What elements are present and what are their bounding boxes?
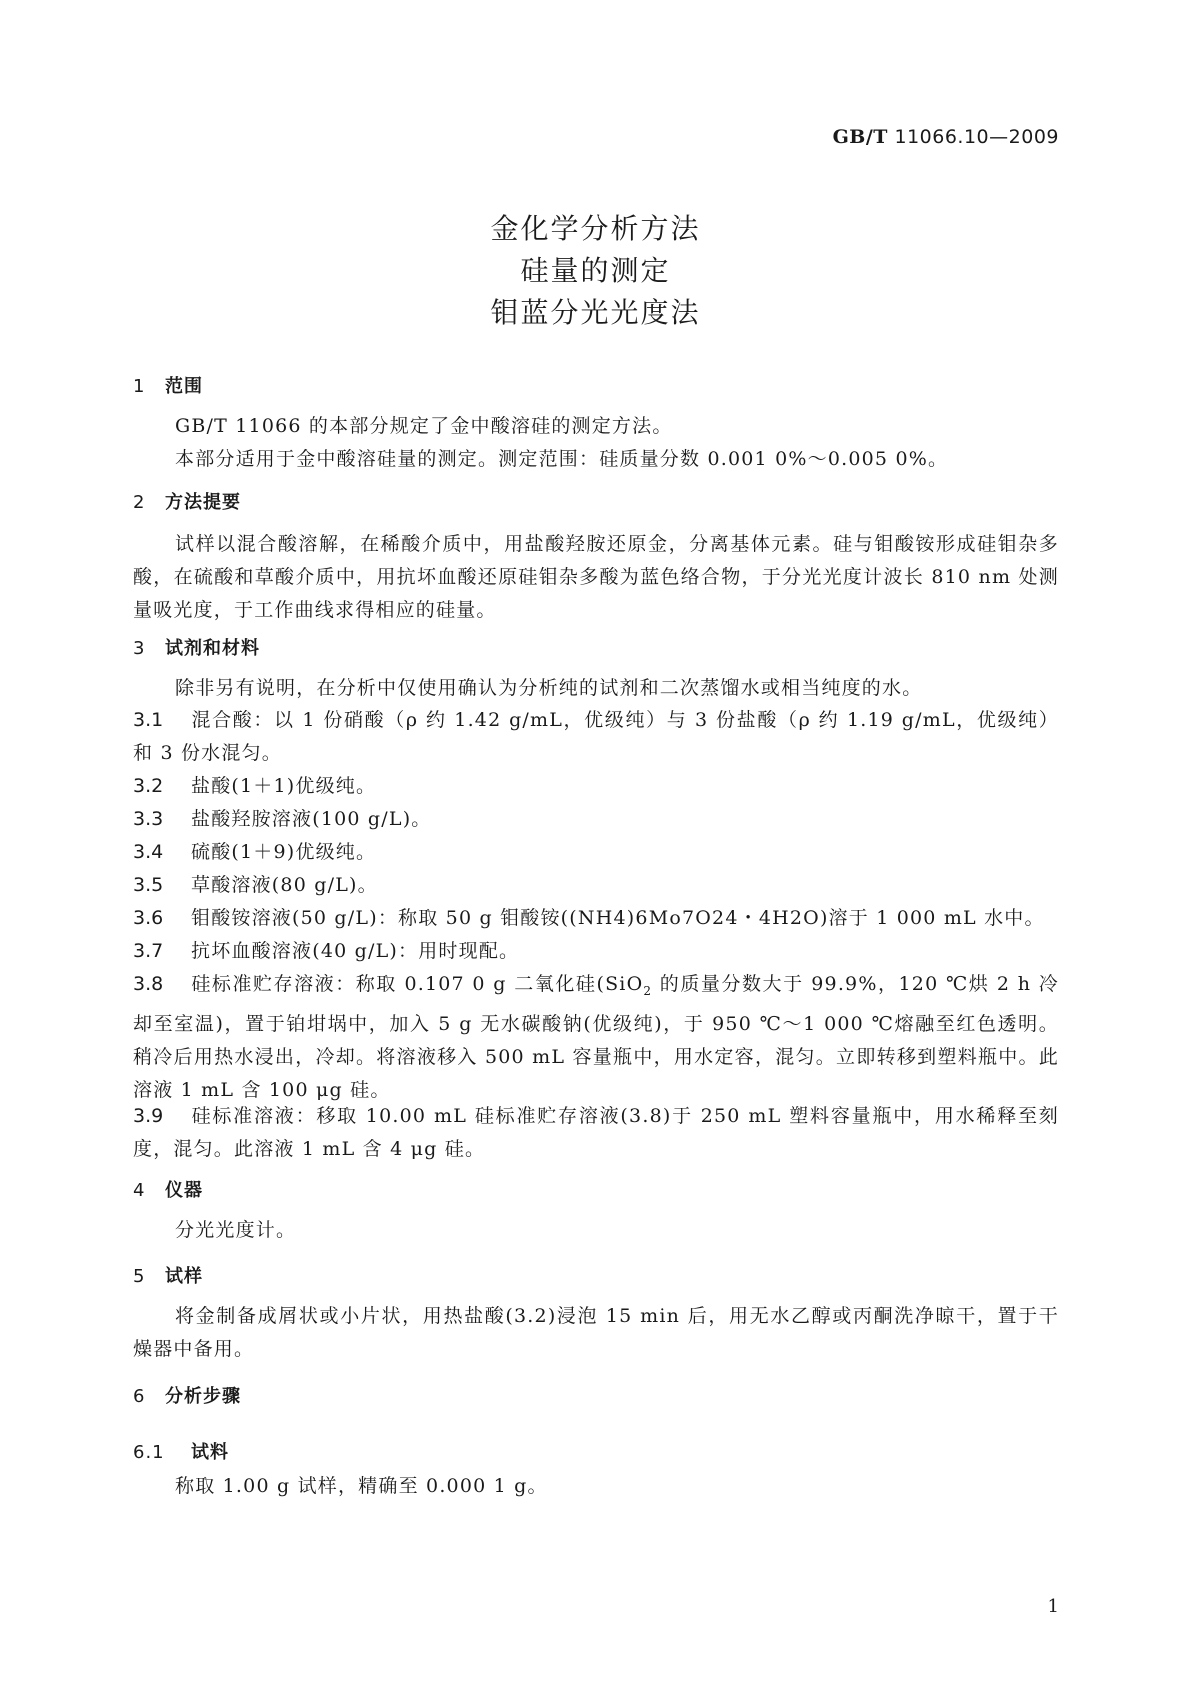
clause-6-1-heading — [133, 1438, 229, 1464]
section-title: 分析步骤 — [165, 1386, 241, 1407]
section-3-para-1: 除非另有说明，在分析中仅使用确认为分析纯的试剂和二次蒸馏水或相当纯度的水。 — [175, 677, 923, 699]
section-5-para-1: 将金制备成屑状或小片状，用热盐酸(3.2)浸泡 15 min 后，用无水乙醇或丙酮洗净晾干，置于干燥器中备用。 — [133, 1305, 1059, 1360]
section-5-heading — [133, 1262, 203, 1288]
clause-number: 3.4 — [133, 841, 164, 863]
clause-text: 硫酸(1＋9)优级纯。 — [191, 841, 377, 863]
doc-title-line-1: 金化学分析方法 — [490, 212, 701, 245]
standard-year: 11066.10—2009 — [894, 126, 1059, 148]
section-title: 方法提要 — [165, 492, 241, 513]
clause-number: 3.8 — [133, 973, 164, 995]
clause-text-part-2: 的质量分数大于 99.9%，120 ℃烘 2 h 冷却至室温)，置于铂坩埚中，加入 5 g 无水碳酸钠(优级纯)，于 950 ℃～1 000 ℃熔融至红色透明。稍冷后用热水浸出，冷却。将溶液移入 500 mL 容量瓶中，用水定容，混匀。立即转移到塑料瓶中。此溶液 1 mL 含 100 μg 硅。 — [133, 973, 1060, 1101]
clause-number: 6.1 — [133, 1442, 165, 1463]
clause-3-2 — [133, 770, 1059, 803]
clause-text-part-1: 硅标准贮存溶液：称取 0.107 0 g 二氧化硅(SiO — [191, 973, 644, 995]
section-4-para-1: 分光光度计。 — [175, 1219, 297, 1241]
section-number: 1 — [133, 376, 146, 397]
section-number: 5 — [133, 1266, 146, 1287]
page-number: 1 — [1047, 1596, 1059, 1617]
section-title: 试剂和材料 — [165, 638, 260, 659]
clause-number: 3.3 — [133, 808, 164, 830]
clause-3-1 — [133, 704, 1059, 770]
clause-text: 草酸溶液(80 g/L)。 — [191, 874, 378, 896]
clause-3-8 — [133, 968, 1059, 1107]
clause-3-9 — [133, 1100, 1059, 1166]
clause-number: 3.2 — [133, 775, 164, 797]
standard-number — [833, 126, 1059, 148]
section-1-para-2: 本部分适用于金中酸溶硅量的测定。测定范围：硅质量分数 0.001 0%～0.005 0%。 — [175, 448, 949, 470]
section-6-heading — [133, 1382, 241, 1408]
standard-code: GB/T — [832, 126, 888, 148]
clause-3-5 — [133, 869, 1059, 902]
doc-title-line-3: 钼蓝分光光度法 — [490, 296, 701, 329]
section-number: 4 — [133, 1180, 146, 1201]
section-title: 范围 — [165, 376, 203, 397]
clause-6-1-para-1: 称取 1.00 g 试样，精确至 0.000 1 g。 — [175, 1475, 548, 1497]
clause-text: 硅标准溶液：移取 10.00 mL 硅标准贮存溶液(3.8)于 250 mL 塑料容量瓶中，用水稀释至刻度，混匀。此溶液 1 mL 含 4 μg 硅。 — [133, 1105, 1059, 1160]
section-number: 3 — [133, 638, 146, 659]
section-title: 试样 — [165, 1266, 203, 1287]
clause-number: 3.9 — [133, 1105, 164, 1127]
section-1-heading — [133, 372, 203, 398]
section-4-heading — [133, 1176, 203, 1202]
section-1-para-1: GB/T 11066 的本部分规定了金中酸溶硅的测定方法。 — [175, 415, 673, 437]
clause-text: 抗坏血酸溶液(40 g/L)：用时现配。 — [191, 940, 520, 962]
clause-text: 盐酸羟胺溶液(100 g/L)。 — [191, 808, 432, 830]
clause-number: 3.7 — [133, 940, 164, 962]
clause-3-3 — [133, 803, 1059, 836]
section-title: 仪器 — [165, 1180, 203, 1201]
section-2-heading — [133, 488, 241, 514]
section-2-para-1: 试样以混合酸溶解，在稀酸介质中，用盐酸羟胺还原金，分离基体元素。硅与钼酸铵形成硅钼杂多酸，在硫酸和草酸介质中，用抗坏血酸还原硅钼杂多酸为蓝色络合物，于分光光度计波长 810 nm 处测量吸光度，于工作曲线求得相应的硅量。 — [133, 533, 1059, 621]
clause-3-4 — [133, 836, 1059, 869]
clause-number: 3.1 — [133, 709, 164, 731]
clause-text: 混合酸：以 1 份硝酸（ρ 约 1.42 g/mL，优级纯）与 3 份盐酸（ρ 约 1.19 g/mL，优级纯）和 3 份水混匀。 — [133, 709, 1059, 764]
section-number: 2 — [133, 492, 146, 513]
clause-number: 3.5 — [133, 874, 164, 896]
clause-text: 钼酸铵溶液(50 g/L)：称取 50 g 钼酸铵((NH4)6Mo7O24・4H2O)溶于 1 000 mL 水中。 — [191, 907, 1045, 929]
subscript: 2 — [643, 983, 653, 998]
section-number: 6 — [133, 1386, 146, 1407]
doc-title-line-2: 硅量的测定 — [520, 254, 671, 287]
clause-title: 试料 — [191, 1442, 229, 1463]
clause-3-6 — [133, 902, 1059, 935]
clause-number: 3.6 — [133, 907, 164, 929]
section-3-heading — [133, 634, 260, 660]
clause-text: 盐酸(1＋1)优级纯。 — [191, 775, 377, 797]
clause-3-7 — [133, 935, 1059, 968]
